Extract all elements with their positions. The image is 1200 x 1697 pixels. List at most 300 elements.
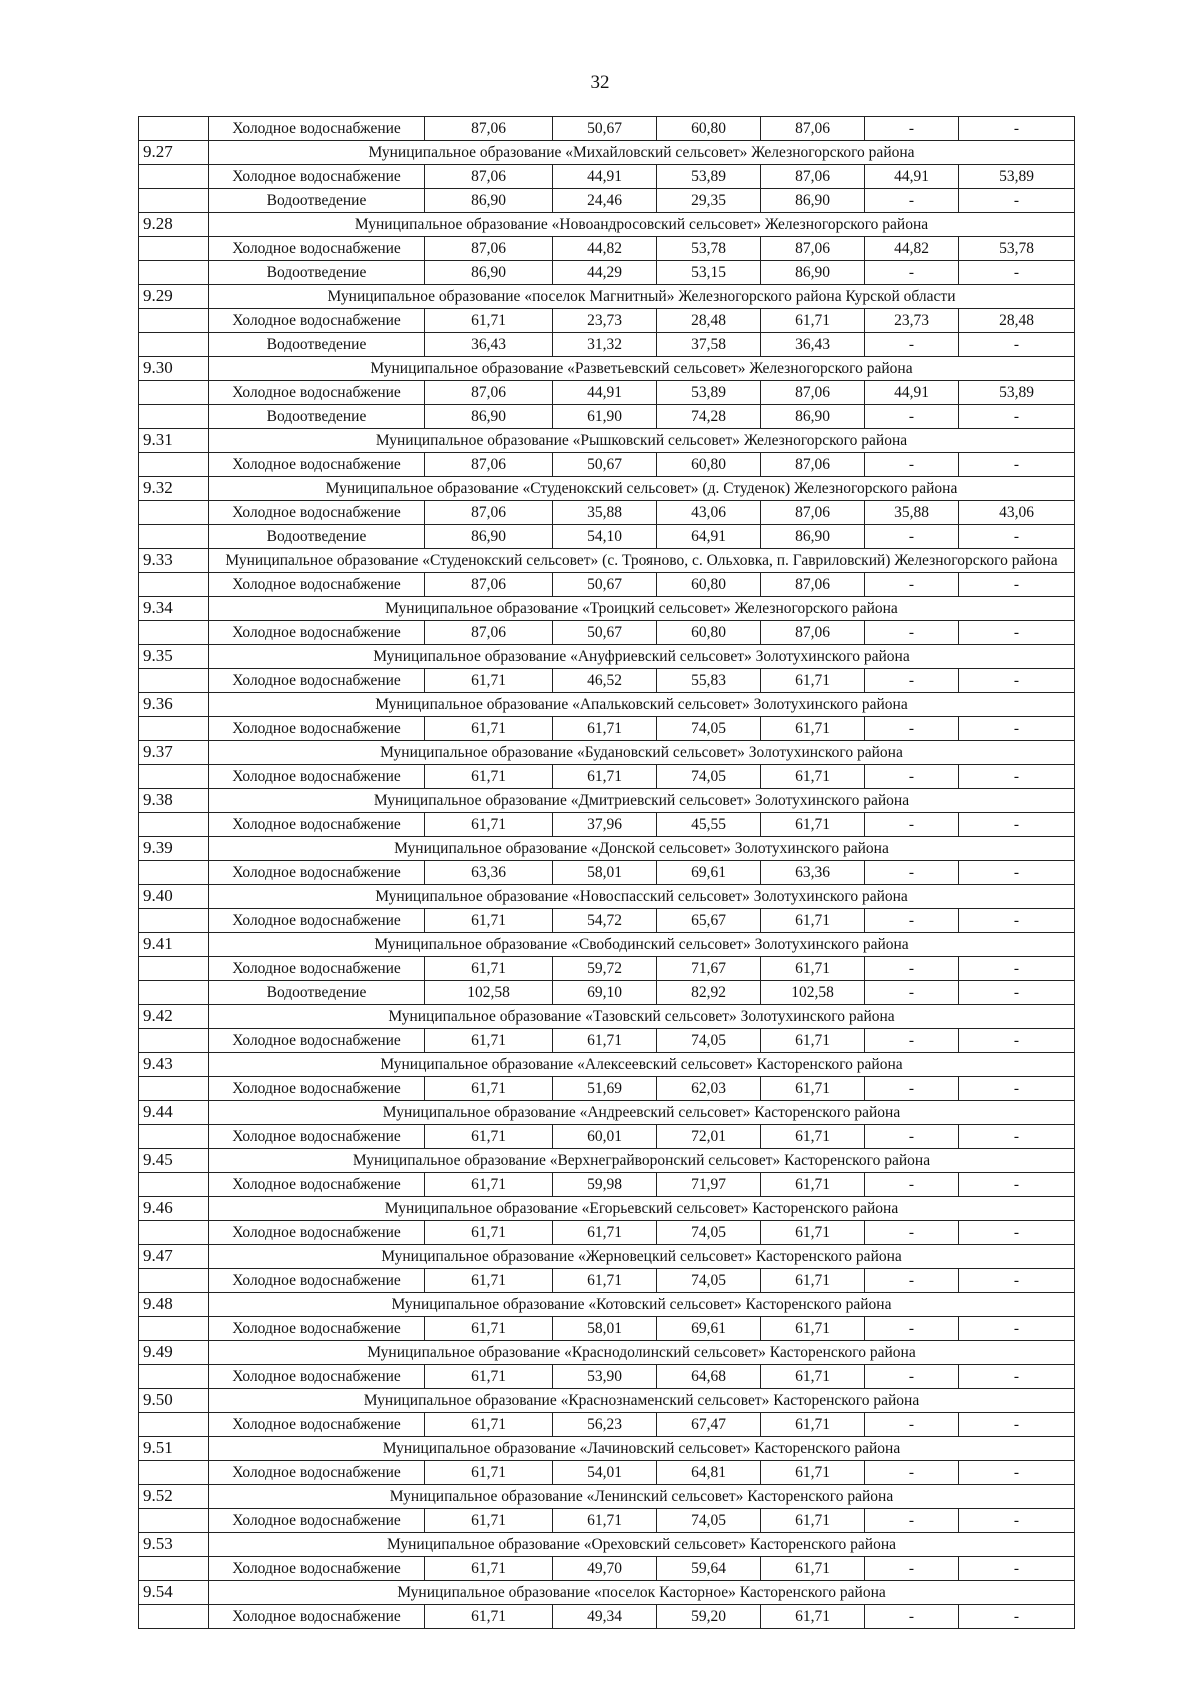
section-header-row [139,141,1075,165]
tariff-value: 31,32 [553,333,657,357]
section-header-row [139,477,1075,501]
section-title: Муниципальное образование «Студенокский сельсовет» (д. Студенок) Железногорского района [209,477,1075,501]
tariff-value: 59,72 [553,957,657,981]
tariff-value: 44,82 [865,237,959,261]
section-title: Муниципальное образование «Апальковский сельсовет» Золотухинского района [209,693,1075,717]
section-number-cell [139,189,209,213]
section-number-cell [139,525,209,549]
tariff-value: 61,71 [425,1509,553,1533]
tariff-value: 65,67 [657,909,761,933]
table-row [139,1125,1075,1149]
tariff-value: - [959,1317,1075,1341]
tariff-value: 87,06 [425,165,553,189]
tariff-value: - [865,573,959,597]
section-title: Муниципальное образование «Ануфриевский сельсовет» Золотухинского района [209,645,1075,669]
section-number: 9.46 [139,1197,209,1221]
tariff-value: 61,71 [425,957,553,981]
section-header-row [139,645,1075,669]
section-title: Муниципальное образование «Ореховский сельсовет» Касторенского района [209,1533,1075,1557]
service-name: Холодное водоснабжение [209,765,425,789]
section-header-row [139,1485,1075,1509]
service-name: Холодное водоснабжение [209,813,425,837]
tariff-value: 86,90 [761,525,865,549]
tariff-value: 59,64 [657,1557,761,1581]
service-name: Холодное водоснабжение [209,669,425,693]
service-name: Водоотведение [209,981,425,1005]
service-name: Холодное водоснабжение [209,1509,425,1533]
section-number-cell [139,1269,209,1293]
section-title: Муниципальное образование «Алексеевский сельсовет» Касторенского района [209,1053,1075,1077]
section-title: Муниципальное образование «Лачиновский сельсовет» Касторенского района [209,1437,1075,1461]
tariff-value: 63,36 [425,861,553,885]
section-header-row [139,1437,1075,1461]
service-name: Холодное водоснабжение [209,1317,425,1341]
section-number: 9.28 [139,213,209,237]
section-number: 9.53 [139,1533,209,1557]
section-number: 9.37 [139,741,209,765]
tariff-table [138,116,1075,1629]
tariff-value: 61,71 [553,717,657,741]
section-title: Муниципальное образование «Разветьевский сельсовет» Железногорского района [209,357,1075,381]
section-number-cell [139,1605,209,1629]
section-number: 9.29 [139,285,209,309]
tariff-value: 61,71 [425,1173,553,1197]
service-name: Холодное водоснабжение [209,861,425,885]
section-header-row [139,357,1075,381]
section-title: Муниципальное образование «Будановский сельсовет» Золотухинского района [209,741,1075,765]
section-number: 9.41 [139,933,209,957]
tariff-value: 74,05 [657,1029,761,1053]
table-row [139,1269,1075,1293]
tariff-value: 86,90 [761,189,865,213]
service-name: Холодное водоснабжение [209,501,425,525]
service-name: Холодное водоснабжение [209,1413,425,1437]
tariff-value: 87,06 [761,381,865,405]
tariff-value: 61,90 [553,405,657,429]
tariff-value: - [865,669,959,693]
section-header-row [139,1389,1075,1413]
tariff-value: 67,47 [657,1413,761,1437]
table-row [139,981,1075,1005]
section-number-cell [139,621,209,645]
tariff-value: 44,91 [553,381,657,405]
tariff-value: 74,05 [657,765,761,789]
section-number-cell [139,669,209,693]
tariff-value: 61,71 [425,1125,553,1149]
tariff-value: 62,03 [657,1077,761,1101]
service-name: Холодное водоснабжение [209,165,425,189]
tariff-value: 87,06 [761,621,865,645]
section-number-cell [139,1077,209,1101]
tariff-value: 86,90 [425,525,553,549]
tariff-value: 87,06 [425,117,553,141]
section-header-row [139,1293,1075,1317]
tariff-value: 87,06 [425,237,553,261]
service-name: Холодное водоснабжение [209,309,425,333]
tariff-value: 74,05 [657,1221,761,1245]
tariff-value: - [959,1173,1075,1197]
tariff-value: 61,71 [761,909,865,933]
tariff-value: - [959,765,1075,789]
table-row [139,501,1075,525]
section-number-cell [139,813,209,837]
tariff-value: - [959,525,1075,549]
tariff-value: - [959,405,1075,429]
section-number: 9.40 [139,885,209,909]
table-row [139,669,1075,693]
section-number-cell [139,1461,209,1485]
section-number: 9.30 [139,357,209,381]
tariff-value: 58,01 [553,861,657,885]
section-title: Муниципальное образование «Тазовский сельсовет» Золотухинского района [209,1005,1075,1029]
service-name: Холодное водоснабжение [209,621,425,645]
section-number: 9.38 [139,789,209,813]
section-title: Муниципальное образование «Новоспасский сельсовет» Золотухинского района [209,885,1075,909]
section-title: Муниципальное образование «Котовский сельсовет» Касторенского района [209,1293,1075,1317]
tariff-value: 53,89 [657,165,761,189]
section-title: Муниципальное образование «Рышковский сельсовет» Железногорского района [209,429,1075,453]
section-number: 9.54 [139,1581,209,1605]
table-row [139,165,1075,189]
tariff-value: - [865,717,959,741]
tariff-value: - [865,1509,959,1533]
table-row [139,1605,1075,1629]
section-number-cell [139,1029,209,1053]
tariff-value: 61,71 [761,1509,865,1533]
section-title: Муниципальное образование «Троицкий сельсовет» Железногорского района [209,597,1075,621]
tariff-value: 60,80 [657,573,761,597]
tariff-value: 35,88 [865,501,959,525]
tariff-value: 87,06 [425,621,553,645]
tariff-value: 71,97 [657,1173,761,1197]
tariff-value: 61,71 [425,1077,553,1101]
tariff-value: 61,71 [761,309,865,333]
tariff-value: 59,98 [553,1173,657,1197]
tariff-value: - [865,1461,959,1485]
tariff-value: 51,69 [553,1077,657,1101]
section-number-cell [139,453,209,477]
tariff-value: 61,71 [761,1125,865,1149]
tariff-value: - [959,261,1075,285]
table-row [139,1413,1075,1437]
section-number-cell [139,1413,209,1437]
tariff-value: 69,61 [657,861,761,885]
service-name: Холодное водоснабжение [209,1173,425,1197]
tariff-value: - [865,453,959,477]
table-row [139,861,1075,885]
tariff-value: 61,71 [425,1557,553,1581]
section-number: 9.27 [139,141,209,165]
tariff-value: 60,80 [657,117,761,141]
service-name: Водоотведение [209,261,425,285]
service-name: Водоотведение [209,405,425,429]
tariff-value: - [959,189,1075,213]
tariff-value: 87,06 [425,381,553,405]
section-number-cell [139,861,209,885]
tariff-value: 60,80 [657,621,761,645]
table-row [139,453,1075,477]
tariff-value: 29,35 [657,189,761,213]
section-number-cell [139,717,209,741]
tariff-value: - [959,333,1075,357]
tariff-value: 87,06 [425,453,553,477]
tariff-value: 37,58 [657,333,761,357]
table-row [139,621,1075,645]
tariff-value: 54,01 [553,1461,657,1485]
section-title: Муниципальное образование «Верхнеграйворонский сельсовет» Касторенского района [209,1149,1075,1173]
tariff-value: 64,81 [657,1461,761,1485]
tariff-value: 23,73 [865,309,959,333]
tariff-value: 50,67 [553,117,657,141]
table-row [139,717,1075,741]
tariff-value: - [865,1077,959,1101]
section-header-row [139,693,1075,717]
tariff-value: - [865,981,959,1005]
tariff-value: 61,71 [553,1509,657,1533]
section-number-cell [139,237,209,261]
tariff-value: 61,71 [761,717,865,741]
service-name: Холодное водоснабжение [209,1365,425,1389]
tariff-value: 87,06 [425,573,553,597]
section-title: Муниципальное образование «Ленинский сельсовет» Касторенского района [209,1485,1075,1509]
section-header-row [139,741,1075,765]
tariff-value: 63,36 [761,861,865,885]
tariff-value: - [865,1221,959,1245]
section-number: 9.45 [139,1149,209,1173]
section-number-cell [139,1173,209,1197]
tariff-value: 74,05 [657,1269,761,1293]
tariff-value: - [959,117,1075,141]
section-title: Муниципальное образование «Жерновецкий сельсовет» Касторенского района [209,1245,1075,1269]
section-number: 9.34 [139,597,209,621]
service-name: Холодное водоснабжение [209,1605,425,1629]
section-number: 9.33 [139,549,209,573]
tariff-value: 61,71 [553,1269,657,1293]
section-title: Муниципальное образование «Краснознаменский сельсовет» Касторенского района [209,1389,1075,1413]
section-number: 9.48 [139,1293,209,1317]
section-header-row [139,837,1075,861]
section-header-row [139,213,1075,237]
tariff-value: 61,71 [553,1221,657,1245]
tariff-value: 24,46 [553,189,657,213]
section-header-row [139,597,1075,621]
service-name: Холодное водоснабжение [209,117,425,141]
table-row [139,765,1075,789]
table-row [139,909,1075,933]
service-name: Водоотведение [209,333,425,357]
tariff-table-body [139,117,1075,1629]
service-name: Холодное водоснабжение [209,381,425,405]
table-row [139,237,1075,261]
tariff-value: 28,48 [959,309,1075,333]
section-number-cell [139,981,209,1005]
tariff-value: - [959,621,1075,645]
table-row [139,1077,1075,1101]
tariff-value: 82,92 [657,981,761,1005]
tariff-value: 50,67 [553,621,657,645]
table-row [139,1173,1075,1197]
tariff-value: 86,90 [761,261,865,285]
table-row [139,309,1075,333]
section-header-row [139,1581,1075,1605]
section-number-cell [139,381,209,405]
section-number: 9.49 [139,1341,209,1365]
section-header-row [139,933,1075,957]
tariff-value: 86,90 [761,405,865,429]
tariff-value: 72,01 [657,1125,761,1149]
tariff-value: 61,71 [425,909,553,933]
tariff-value: 86,90 [425,261,553,285]
service-name: Холодное водоснабжение [209,1269,425,1293]
tariff-value: 69,10 [553,981,657,1005]
tariff-value: 61,71 [425,765,553,789]
tariff-value: - [959,813,1075,837]
tariff-value: 36,43 [425,333,553,357]
section-header-row [139,1245,1075,1269]
section-title: Муниципальное образование «поселок Касторное» Касторенского района [209,1581,1075,1605]
section-title: Муниципальное образование «Михайловский сельсовет» Железногорского района [209,141,1075,165]
service-name: Холодное водоснабжение [209,453,425,477]
tariff-value: 46,52 [553,669,657,693]
section-number-cell [139,1317,209,1341]
tariff-value: - [865,261,959,285]
tariff-value: 44,91 [865,165,959,189]
section-title: Муниципальное образование «Краснодолинский сельсовет» Касторенского района [209,1341,1075,1365]
tariff-value: 58,01 [553,1317,657,1341]
tariff-value: - [865,861,959,885]
table-row [139,573,1075,597]
section-header-row [139,1149,1075,1173]
tariff-value: 74,28 [657,405,761,429]
table-row [139,525,1075,549]
tariff-value: - [865,621,959,645]
section-number: 9.39 [139,837,209,861]
tariff-value: 87,06 [761,501,865,525]
tariff-value: - [865,1557,959,1581]
tariff-value: 102,58 [761,981,865,1005]
table-row [139,1557,1075,1581]
tariff-value: - [959,1605,1075,1629]
section-number-cell [139,1125,209,1149]
tariff-value: - [959,957,1075,981]
tariff-value: 61,71 [425,1221,553,1245]
tariff-value: - [959,1365,1075,1389]
section-number: 9.51 [139,1437,209,1461]
section-number: 9.43 [139,1053,209,1077]
tariff-value: 61,71 [553,1029,657,1053]
section-number: 9.31 [139,429,209,453]
tariff-value: - [865,1365,959,1389]
tariff-value: 61,71 [761,1029,865,1053]
section-header-row [139,1341,1075,1365]
tariff-value: - [959,1509,1075,1533]
section-number: 9.32 [139,477,209,501]
tariff-value: 64,91 [657,525,761,549]
section-number-cell [139,1221,209,1245]
section-title: Муниципальное образование «поселок Магнитный» Железногорского района Курской области [209,285,1075,309]
section-number-cell [139,573,209,597]
tariff-value: 61,71 [761,765,865,789]
tariff-value: 60,80 [657,453,761,477]
section-number-cell [139,117,209,141]
service-name: Холодное водоснабжение [209,237,425,261]
tariff-value: 53,15 [657,261,761,285]
tariff-value: 61,71 [761,1557,865,1581]
tariff-value: 61,71 [761,1413,865,1437]
section-number-cell [139,957,209,981]
tariff-value: - [959,1557,1075,1581]
tariff-value: 54,72 [553,909,657,933]
tariff-value: 61,71 [761,1317,865,1341]
section-number-cell [139,909,209,933]
section-number: 9.35 [139,645,209,669]
table-row [139,381,1075,405]
tariff-value: - [959,453,1075,477]
section-header-row [139,885,1075,909]
tariff-value: 87,06 [761,237,865,261]
tariff-value: - [865,1317,959,1341]
tariff-value: - [959,573,1075,597]
tariff-value: - [959,1269,1075,1293]
tariff-value: 53,89 [959,165,1075,189]
tariff-value: 74,05 [657,1509,761,1533]
section-title: Муниципальное образование «Студенокский сельсовет» (с. Трояново, с. Ольховка, п. Гавриловский) Железногорского района [209,549,1075,573]
tariff-value: 61,71 [761,1461,865,1485]
tariff-value: - [865,1413,959,1437]
tariff-value: 87,06 [425,501,553,525]
tariff-value: 61,71 [761,957,865,981]
tariff-value: 44,91 [553,165,657,189]
tariff-value: - [865,813,959,837]
tariff-value: 61,71 [425,669,553,693]
section-number-cell [139,1365,209,1389]
section-header-row [139,285,1075,309]
tariff-value: 53,78 [959,237,1075,261]
tariff-value: - [865,1605,959,1629]
tariff-value: - [865,525,959,549]
tariff-value: 37,96 [553,813,657,837]
tariff-value: - [959,1077,1075,1101]
tariff-value: 102,58 [425,981,553,1005]
tariff-value: 61,71 [761,1221,865,1245]
tariff-value: - [959,861,1075,885]
page-number: 32 [590,72,610,93]
tariff-value: 86,90 [425,189,553,213]
tariff-value: 53,90 [553,1365,657,1389]
tariff-value: 61,71 [425,309,553,333]
tariff-value: - [865,333,959,357]
service-name: Холодное водоснабжение [209,1557,425,1581]
tariff-value: 86,90 [425,405,553,429]
tariff-value: 61,71 [425,717,553,741]
table-row [139,1365,1075,1389]
tariff-value: 53,89 [959,381,1075,405]
tariff-value: 35,88 [553,501,657,525]
section-number: 9.47 [139,1245,209,1269]
tariff-value: 74,05 [657,717,761,741]
service-name: Водоотведение [209,525,425,549]
tariff-value: 87,06 [761,165,865,189]
tariff-value: 54,10 [553,525,657,549]
tariff-value: 53,89 [657,381,761,405]
tariff-value: - [865,117,959,141]
service-name: Холодное водоснабжение [209,909,425,933]
tariff-value: 55,83 [657,669,761,693]
tariff-value: - [959,909,1075,933]
service-name: Водоотведение [209,189,425,213]
tariff-value: - [959,981,1075,1005]
service-name: Холодное водоснабжение [209,957,425,981]
